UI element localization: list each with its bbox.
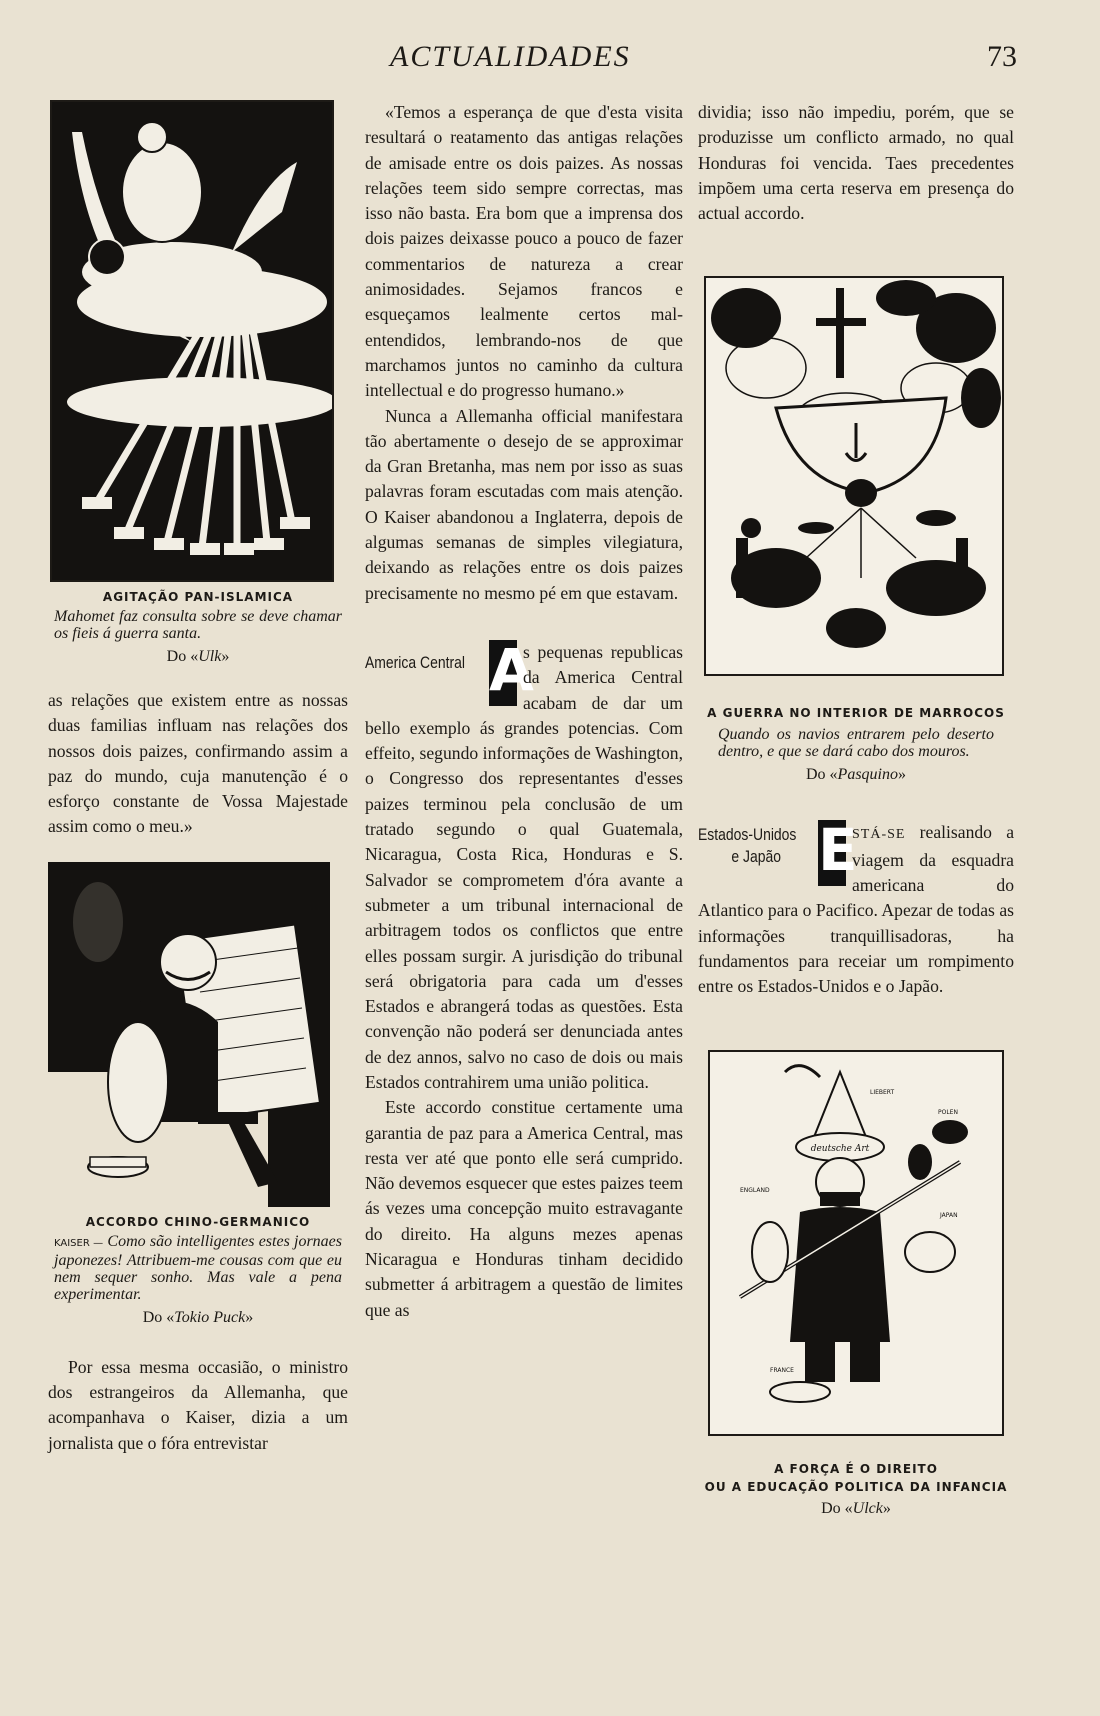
- lead-smallcaps: STÁ-SE: [852, 827, 906, 843]
- cartoon-marrocos: [704, 276, 1004, 676]
- figure-title: A GUERRA NO INTERIOR DE MARROCOS: [707, 706, 1005, 721]
- lead-paragraph: realisando a viagem da esquadra americana do Atlantico para o Pacifico. Apezar de todas as informações tranquillisadoras, ha fundamentos para receiar um rompimento entre os Estados-Unidos e o Japão.: [698, 822, 1014, 997]
- label-england: ENGLAND: [740, 1186, 770, 1194]
- paragraph: Este accordo constitue certamente uma garantia de paz para a America Central, mas resta ver até que ponto elle será cumprido. Não devemos esquecer que estes paizes teem ás vezes uma concepção muito estravagante do direito. Ha alguns mezes apenas Nicaragua e Honduras tinham decidido submetter á arbitragem a questão de limites que as: [365, 1097, 683, 1320]
- section-title: Estados-Unidos e Japão: [698, 825, 797, 867]
- label-polen: POLEN: [938, 1108, 958, 1116]
- lead-paragraph: s pequenas republicas da America Central acabam de dar um bello exemplo ás grandes potencias. Com effeito, segundo informações de Washington, o Congresso dos representantes d'esses paizes terminou pela conclusão de um tratado segundo o qual Guatemala, Nicaragua, Costa Rica, Honduras e S. Salvador se comprometem d'óra avante a submeter a um tribunal internacional de arbitragem todos os conflictos que entre elles possam surgir. A jurisdição do tribunal será obrigatoria para cada um d'esses Estados e abrangerá todas as questões. Esta convenção não poderá ser denunciada antes de dez annos, salvo no caso de dois ou mais Estados contrahirem uma união politica.: [365, 641, 683, 1092]
- section-estados-unidos-japao: [698, 816, 1014, 999]
- figure-source: Do «Pasquino»: [805, 766, 906, 784]
- figure-title: A FORÇA É O DIREITO: [774, 1461, 938, 1476]
- label-france: FRANCE: [770, 1366, 794, 1374]
- cartoon-chino-germanico: [48, 862, 330, 1207]
- label-liebert: LIEBERT: [870, 1088, 895, 1096]
- figure-source: Do «Tokio Puck»: [142, 1308, 254, 1326]
- figure-title: ACCORDO CHINO-GERMANICO: [85, 1214, 311, 1229]
- section-title: America Central: [365, 652, 465, 672]
- paragraph: «Temos a esperança de que d'esta visita resultará o reatamento das antigas relações de amisade entre os dois paizes. As nossas relações teem sido sempre correctas, mas isso não basta. Era bom que a imprensa dos dois paizes deixasse pouco a pouco de fazer commentarios de natureza a crear animosidades. Sejamos francos e esqueçamos lealmente certos mal-entendidos, lembrando-nos de que marchamos juntos no caminho da cultura intellectual e do progresso humano.»: [365, 102, 683, 401]
- column-middle: [365, 100, 683, 1323]
- paragraph: dividia; isso não impediu, porém, que se produzisse um conflicto armado, no qual Honduras foi vencida. Taes precedentes impõem uma certa reserva em presença do actual accordo.: [698, 102, 1014, 224]
- column-left: [48, 100, 348, 1456]
- paragraph: Nunca a Allemanha official manifestara tão abertamente o desejo de se approximar da Gran Bretanha, mas nem por isso as suas palavras foram escutadas com mais atenção. O Kaiser abandonou a Inglaterra, depois de algumas semanas de simples vilegiatura, deixando as relações entre os dois paizes precisamente no mesmo pé em que estavam.: [365, 405, 683, 603]
- figure-source: Do «Ulck»: [821, 1499, 891, 1517]
- hat-label: deutsche Art: [810, 1143, 870, 1154]
- label-japan: JAPAN: [940, 1211, 958, 1219]
- cartoon-forca-direito: [708, 1050, 1004, 1436]
- running-title: ACTUALIDADES: [390, 40, 631, 73]
- paragraph: Por essa mesma occasião, o ministro dos estrangeiros da Allemanha, que acompanhava o Kaiser, dizia a um jornalista que o fóra entrevistar: [48, 1356, 348, 1453]
- paragraph: as relações que existem entre as nossas duas familias influam nas relações dos nossos dois paizes, confirmando assim a paz do mundo, cuja manutenção é o esforço constante de Vossa Majestade assim como o meu.»: [48, 690, 348, 837]
- figure-title: OU A EDUCAÇÃO POLITICA DA INFANCIA: [704, 1479, 1008, 1494]
- figure-source: Do «Ulk»: [166, 648, 230, 665]
- section-america-central: [365, 635, 683, 1095]
- figure-caption: Mahomet faz consulta sobre se deve chamar os fieis á guerra santa.: [54, 608, 342, 642]
- figure-title: AGITAÇÃO PAN-ISLAMICA: [102, 590, 294, 604]
- cartoon-pan-islamic: [50, 100, 334, 582]
- column-right: [698, 100, 1014, 1518]
- drop-cap: A: [489, 635, 534, 704]
- page-number: 73: [987, 40, 1017, 73]
- drop-cap: E: [818, 816, 858, 885]
- figure-caption: KAISER — Como são intelligentes estes jornaes japonezes! Attribuem-me cousas com que eu nem sequer sonho. Mas vale a pena experimentar.: [54, 1232, 343, 1303]
- figure-caption: Quando os navios entrarem pelo deserto dentro, e que se dará cabo dos mouros.: [718, 726, 994, 761]
